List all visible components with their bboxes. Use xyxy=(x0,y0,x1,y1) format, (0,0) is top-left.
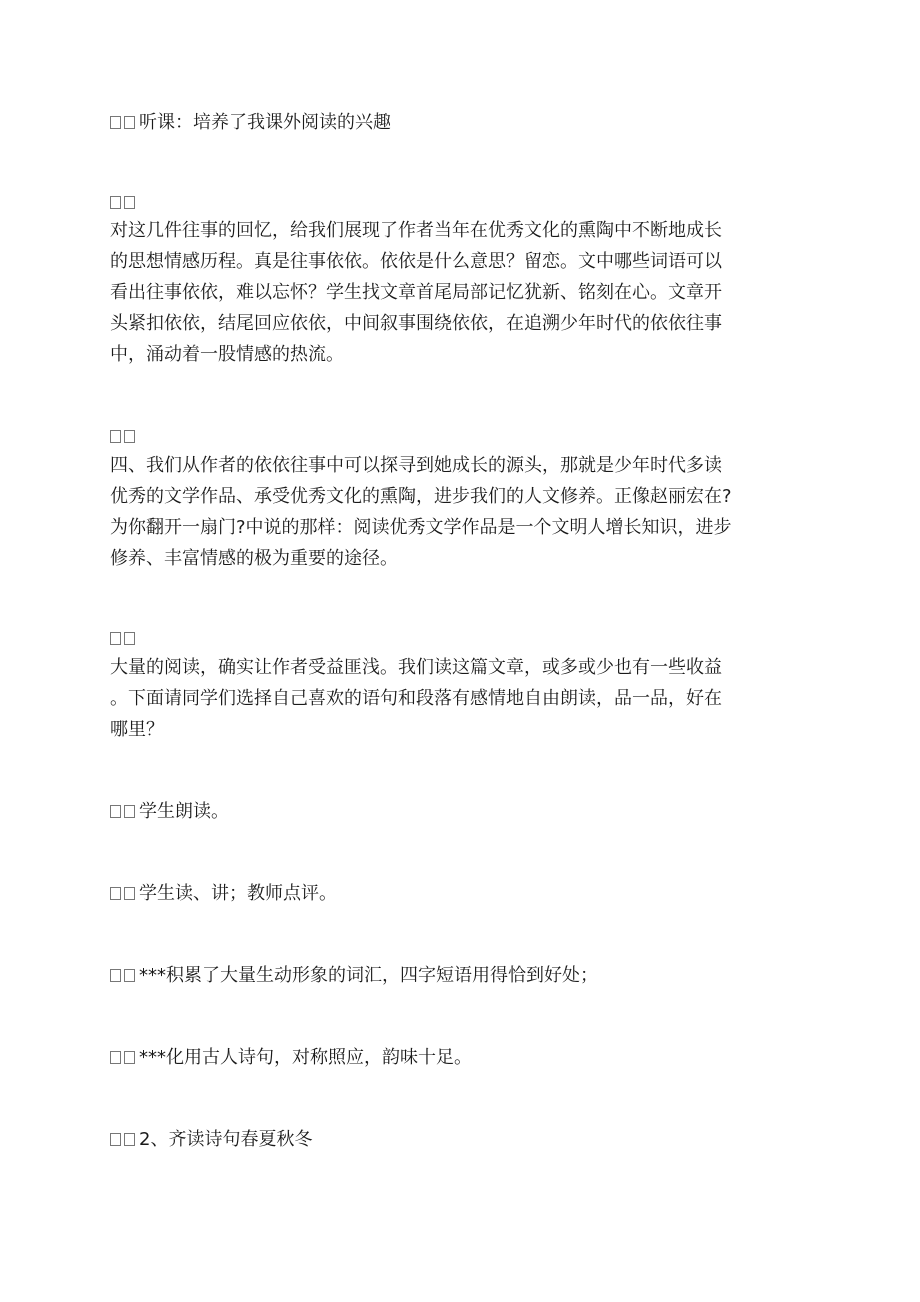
missing-glyph-icon xyxy=(124,1051,135,1064)
missing-glyph-icon xyxy=(124,805,135,818)
missing-glyph-icon xyxy=(124,430,135,443)
missing-glyph-icon xyxy=(110,969,121,982)
missing-glyph-icon xyxy=(110,116,121,129)
missing-glyph-icon xyxy=(110,632,121,645)
paragraph-reading: 大量的阅读，确实让作者受益匪浅。我们读这篇文章，或多或少也有一些收益 。下面请同学们选择自己喜欢的语句和段落有感情地自由朗读，品一品，好在 哪里？ xyxy=(110,657,722,740)
missing-glyph-icon xyxy=(124,1133,135,1146)
missing-glyph-icon xyxy=(124,632,135,645)
paragraph-marker xyxy=(110,187,139,218)
missing-glyph-icon xyxy=(110,805,121,818)
missing-glyph-icon xyxy=(110,1133,121,1146)
paragraph-marker xyxy=(110,623,139,654)
line-vocabulary: ***积累了大量生动形象的词汇，四字短语用得恰到好处； xyxy=(110,960,598,991)
line-seasons: 2、齐读诗句春夏秋冬 xyxy=(110,1124,312,1155)
line-teacher-comment: 学生读、讲；教师点评。 xyxy=(110,878,337,909)
line-poetry: ***化用古人诗句，对称照应，韵味十足。 xyxy=(110,1042,472,1073)
paragraph-source: 四、我们从作者的依依往事中可以探寻到她成长的源头，那就是少年时代多读 优秀的文学作品、承受优秀文化的熏陶，进步我们的人文修养。正像赵丽宏在? 为你翻开一扇门?中说的那样：阅读优秀文学作品是一个文明人增长知识，进步 修养、丰富情感的极为重要的途径。 xyxy=(110,455,732,569)
missing-glyph-icon xyxy=(124,196,135,209)
missing-glyph-icon xyxy=(110,430,121,443)
missing-glyph-icon xyxy=(110,1051,121,1064)
missing-glyph-icon xyxy=(124,887,135,900)
paragraph-marker xyxy=(110,421,139,452)
paragraph-recollection: 对这几件往事的回忆，给我们展现了作者当年在优秀文化的熏陶中不断地成长 的思想情感历程。真是往事依依。依依是什么意思？留恋。文中哪些词语可以 看出往事依依，难以忘怀？学生找文章首尾局部记忆犹新、铭刻在心。文章开 头紧扣依依，结尾回应依依，中间叙事围绕依依，在追溯少年时代的依依往事 中，涌动着一股情感的热流。 xyxy=(110,220,722,365)
missing-glyph-icon xyxy=(110,887,121,900)
line-students-read: 学生朗读。 xyxy=(110,796,229,827)
missing-glyph-icon xyxy=(124,969,135,982)
missing-glyph-icon xyxy=(110,196,121,209)
missing-glyph-icon xyxy=(124,116,135,129)
line-listening: 听课：培养了我课外阅读的兴趣 xyxy=(110,107,391,138)
